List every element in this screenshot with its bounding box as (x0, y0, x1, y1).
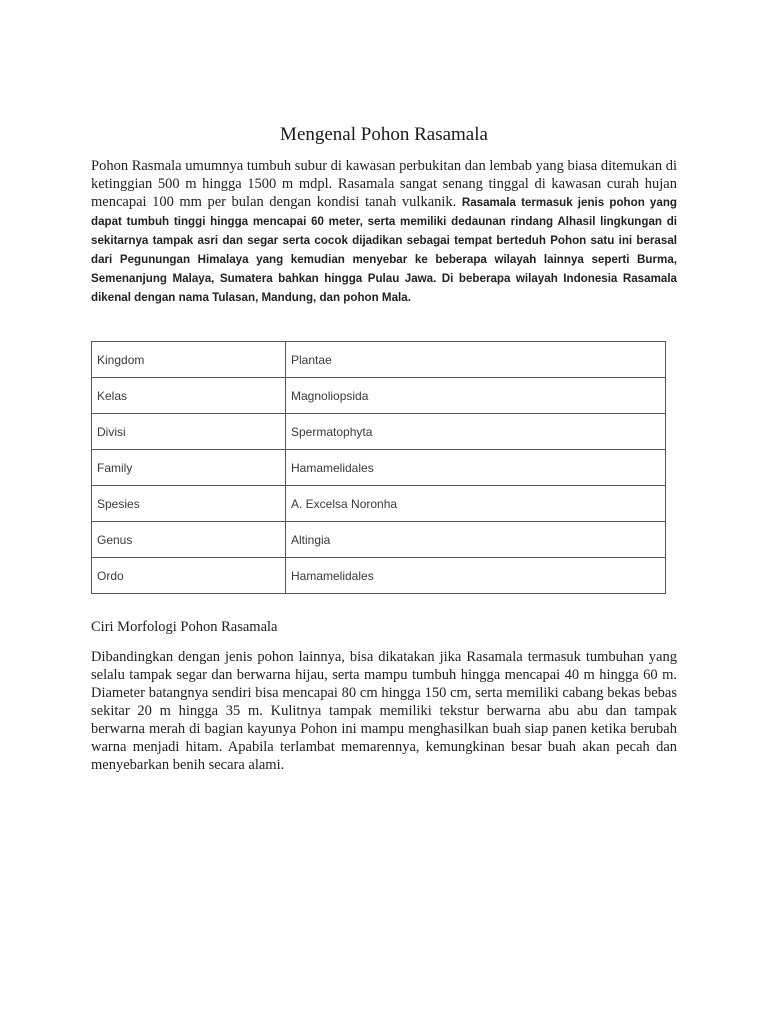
table-cell-value: A. Excelsa Noronha (286, 486, 666, 522)
taxonomy-table (91, 341, 666, 594)
section-heading: Ciri Morfologi Pohon Rasamala (91, 619, 278, 635)
table-cell-value: Plantae (286, 342, 666, 378)
table-cell-key: Kingdom (92, 342, 286, 378)
table-row (92, 450, 666, 486)
table-row (92, 414, 666, 450)
page-title: Mengenal Pohon Rasamala (280, 124, 488, 145)
intro-normal-text: Pohon Rasmala umumnya tumbuh subur di kawasan perbukitan dan lembab yang biasa ditemukan di ketinggian 500 m hingga 1500 m mdpl. Rasamala sangat senang tinggal di kawasan curah hujan mencapai 100 mm per bulan dengan kondisi tanah vulkanik. (91, 158, 677, 210)
table-row (92, 342, 666, 378)
table-cell-key: Divisi (92, 414, 286, 450)
table-row (92, 522, 666, 558)
table-cell-value: Hamamelidales (286, 450, 666, 486)
table-row (92, 558, 666, 594)
table-cell-key: Spesies (92, 486, 286, 522)
intro-paragraph (91, 157, 677, 307)
table-cell-value: Spermatophyta (286, 414, 666, 450)
table-cell-key: Genus (92, 522, 286, 558)
table-cell-value: Magnoliopsida (286, 378, 666, 414)
table-cell-value: Hamamelidales (286, 558, 666, 594)
table-row (92, 486, 666, 522)
table-cell-key: Family (92, 450, 286, 486)
morphology-paragraph: Dibandingkan dengan jenis pohon lainnya, bisa dikatakan jika Rasamala termasuk tumbuhan yang selalu tampak segar dan berwarna hijau, serta mampu tumbuh hingga mencapai 40 m hingga 60 m. Diameter batangnya sendiri bisa mencapai 80 cm hingga 150 cm, serta memiliki cabang bekas bebas sekitar 20 m hingga 35 m. Kulitnya tampak memiliki tekstur berwarna abu abu dan tampak berwarna merah di bagian kayunya Pohon ini mampu menghasilkan buah siap panen ketika berubah warna menjadi hitam. Apabila terlambat memarennya, kemungkinan besar buah akan pecah dan menyebarkan benih secara alami. (91, 649, 677, 773)
table-row (92, 378, 666, 414)
intro-bold-text: Rasamala termasuk jenis pohon yang dapat tumbuh tinggi hingga mencapai 60 meter, serta memiliki dedaunan rindang Alhasil lingkungan di sekitarnya tampak asri dan segar serta cocok dijadikan sebagai tempat berteduh Pohon satu ini berasal dari Pegunungan Himalaya yang kemudian menyebar ke beberapa wilayah lainnya seperti Burma, Semenanjung Malaya, Sumatera bahkan hingga Pulau Jawa. Di beberapa wilayah Indonesia Rasamala dikenal dengan nama Tulasan, Mandung, dan pohon Mala. (91, 196, 677, 304)
taxonomy-table-body (92, 342, 666, 594)
table-cell-value: Altingia (286, 522, 666, 558)
table-cell-key: Ordo (92, 558, 286, 594)
table-cell-key: Kelas (92, 378, 286, 414)
